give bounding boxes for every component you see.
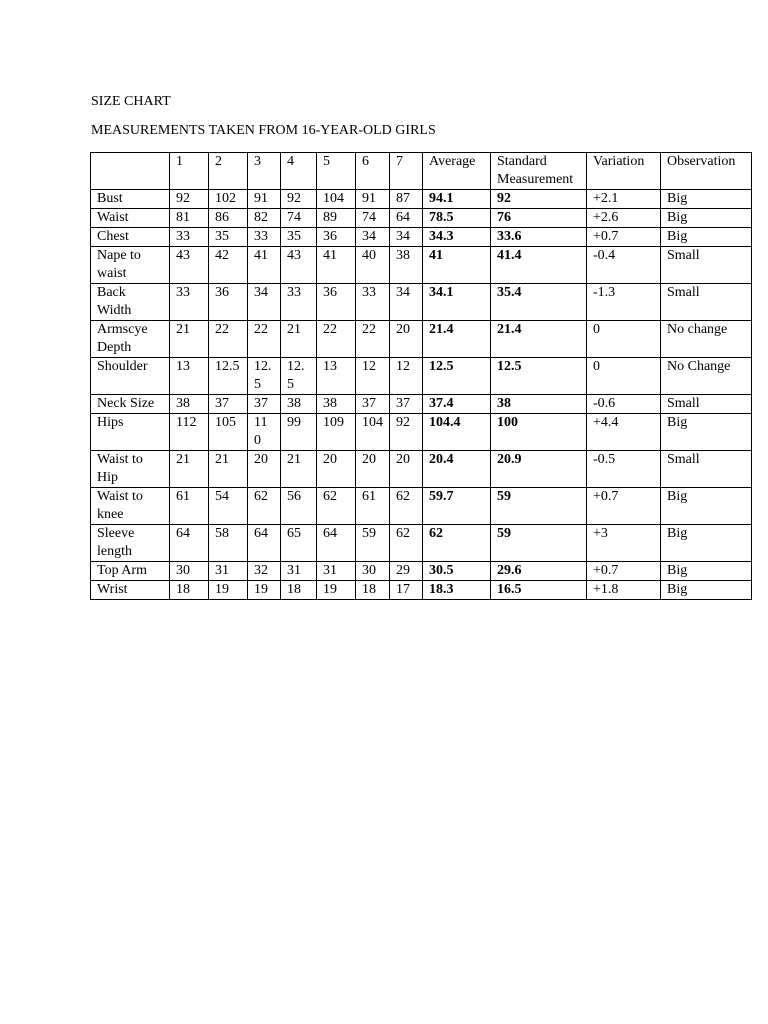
table-cell: 62 xyxy=(390,525,423,562)
table-cell: 62 xyxy=(423,525,491,562)
header-cell: Average xyxy=(423,153,491,190)
table-cell: 29.6 xyxy=(491,562,587,581)
size-chart-table xyxy=(90,152,752,600)
table-cell: 21.4 xyxy=(491,321,587,358)
table-cell: 33 xyxy=(281,284,317,321)
row-label: Waist xyxy=(91,209,170,228)
table-cell: 74 xyxy=(281,209,317,228)
table-cell: +2.1 xyxy=(587,190,661,209)
table-cell: Small xyxy=(661,395,752,414)
document-subtitle: MEASUREMENTS TAKEN FROM 16-YEAR-OLD GIRLS xyxy=(91,123,436,138)
table-row xyxy=(91,209,752,228)
header-cell: 3 xyxy=(248,153,281,190)
table-cell: 62 xyxy=(248,488,281,525)
table-cell: 104.4 xyxy=(423,414,491,451)
table-cell: Small xyxy=(661,247,752,284)
table-cell: 59 xyxy=(356,525,390,562)
table-cell: Big xyxy=(661,562,752,581)
table-cell: 33 xyxy=(170,228,209,247)
table-cell: No change xyxy=(661,321,752,358)
table-cell: 74 xyxy=(356,209,390,228)
table-row xyxy=(91,562,752,581)
table-cell: 31 xyxy=(317,562,356,581)
table-cell: Big xyxy=(661,190,752,209)
row-label: Bust xyxy=(91,190,170,209)
row-label: Armscye Depth xyxy=(91,321,170,358)
table-cell: +0.7 xyxy=(587,488,661,525)
table-cell: 34 xyxy=(390,284,423,321)
table-row xyxy=(91,451,752,488)
table-cell: 38 xyxy=(281,395,317,414)
table-cell: 12.5 xyxy=(248,358,281,395)
table-cell: 41.4 xyxy=(491,247,587,284)
table-cell: 13 xyxy=(317,358,356,395)
table-cell: 91 xyxy=(248,190,281,209)
table-cell: 20 xyxy=(356,451,390,488)
table-cell: 92 xyxy=(170,190,209,209)
table-cell: 87 xyxy=(390,190,423,209)
table-cell: 19 xyxy=(317,581,356,600)
table-cell: 81 xyxy=(170,209,209,228)
table-cell: 36 xyxy=(209,284,248,321)
table-cell: 43 xyxy=(170,247,209,284)
table-cell: 37 xyxy=(209,395,248,414)
table-cell: 42 xyxy=(209,247,248,284)
table-row xyxy=(91,247,752,284)
table-cell: 99 xyxy=(281,414,317,451)
table-cell: 64 xyxy=(317,525,356,562)
table-cell: +3 xyxy=(587,525,661,562)
table-cell: 37 xyxy=(248,395,281,414)
table-cell: 36 xyxy=(317,228,356,247)
table-cell: 38 xyxy=(170,395,209,414)
table-cell: 0 xyxy=(587,358,661,395)
table-cell: 30.5 xyxy=(423,562,491,581)
table-cell: 109 xyxy=(317,414,356,451)
table-cell: 34 xyxy=(248,284,281,321)
table-cell: 41 xyxy=(248,247,281,284)
header-cell: 4 xyxy=(281,153,317,190)
table-row xyxy=(91,228,752,247)
row-label: Hips xyxy=(91,414,170,451)
row-label: Shoulder xyxy=(91,358,170,395)
table-cell: 31 xyxy=(281,562,317,581)
table-row xyxy=(91,284,752,321)
table-cell: 38 xyxy=(491,395,587,414)
table-cell: 32 xyxy=(248,562,281,581)
table-cell: 18 xyxy=(356,581,390,600)
table-cell: 104 xyxy=(317,190,356,209)
table-cell: 37.4 xyxy=(423,395,491,414)
table-cell: 58 xyxy=(209,525,248,562)
table-cell: 16.5 xyxy=(491,581,587,600)
table-cell: 12.5 xyxy=(423,358,491,395)
table-cell: 34.3 xyxy=(423,228,491,247)
table-cell: 100 xyxy=(491,414,587,451)
table-cell: 35 xyxy=(209,228,248,247)
header-cell: 7 xyxy=(390,153,423,190)
table-cell: -0.6 xyxy=(587,395,661,414)
table-cell: 21 xyxy=(170,321,209,358)
table-cell: 12 xyxy=(390,358,423,395)
row-label: Top Arm xyxy=(91,562,170,581)
table-cell: 22 xyxy=(209,321,248,358)
table-cell: 43 xyxy=(281,247,317,284)
table-cell: 20 xyxy=(317,451,356,488)
table-cell: 38 xyxy=(390,247,423,284)
table-cell: 29 xyxy=(390,562,423,581)
table-cell: 21 xyxy=(281,321,317,358)
table-cell: 31 xyxy=(209,562,248,581)
row-label: Neck Size xyxy=(91,395,170,414)
table-cell: 89 xyxy=(317,209,356,228)
table-cell: Big xyxy=(661,525,752,562)
header-cell: 2 xyxy=(209,153,248,190)
table-cell: 56 xyxy=(281,488,317,525)
table-cell: 19 xyxy=(248,581,281,600)
table-cell: 21 xyxy=(281,451,317,488)
table-cell: 18 xyxy=(170,581,209,600)
table-cell: 59 xyxy=(491,488,587,525)
table-cell: 37 xyxy=(356,395,390,414)
table-cell: 38 xyxy=(317,395,356,414)
table-row xyxy=(91,488,752,525)
table-body xyxy=(91,190,752,600)
table-cell: 20.4 xyxy=(423,451,491,488)
table-cell: 20.9 xyxy=(491,451,587,488)
table-cell: 34 xyxy=(356,228,390,247)
table-cell: 64 xyxy=(390,209,423,228)
row-label: Waist to Hip xyxy=(91,451,170,488)
header-cell: 1 xyxy=(170,153,209,190)
header-cell-blank xyxy=(91,153,170,190)
table-cell: 30 xyxy=(170,562,209,581)
table-cell: 17 xyxy=(390,581,423,600)
table-cell: 21 xyxy=(170,451,209,488)
table-row xyxy=(91,414,752,451)
table-cell: +2.6 xyxy=(587,209,661,228)
table-cell: 33 xyxy=(248,228,281,247)
header-row xyxy=(91,153,752,190)
table-cell: 59.7 xyxy=(423,488,491,525)
table-cell: 62 xyxy=(317,488,356,525)
table-cell: 20 xyxy=(390,451,423,488)
table-cell: 12 xyxy=(356,358,390,395)
row-label: Nape to waist xyxy=(91,247,170,284)
table-cell: 94.1 xyxy=(423,190,491,209)
table-cell: Big xyxy=(661,581,752,600)
table-cell: 91 xyxy=(356,190,390,209)
table-cell: 41 xyxy=(423,247,491,284)
table-cell: Big xyxy=(661,228,752,247)
row-label: Back Width xyxy=(91,284,170,321)
table-cell: 40 xyxy=(356,247,390,284)
table-cell: 59 xyxy=(491,525,587,562)
table-cell: 20 xyxy=(390,321,423,358)
table-header xyxy=(91,153,752,190)
table-cell: Big xyxy=(661,209,752,228)
table-cell: 86 xyxy=(209,209,248,228)
table-cell: 105 xyxy=(209,414,248,451)
table-cell: 18 xyxy=(281,581,317,600)
table-cell: Small xyxy=(661,451,752,488)
table-cell: 64 xyxy=(170,525,209,562)
table-cell: 34 xyxy=(390,228,423,247)
table-cell: 64 xyxy=(248,525,281,562)
table-row xyxy=(91,321,752,358)
table-row xyxy=(91,358,752,395)
table-cell: 76 xyxy=(491,209,587,228)
table-row xyxy=(91,190,752,209)
table-row xyxy=(91,395,752,414)
table-cell: No Change xyxy=(661,358,752,395)
table-cell: 20 xyxy=(248,451,281,488)
table-cell: 18.3 xyxy=(423,581,491,600)
table-cell: 102 xyxy=(209,190,248,209)
table-cell: 21.4 xyxy=(423,321,491,358)
table-cell: 35.4 xyxy=(491,284,587,321)
table-cell: +1.8 xyxy=(587,581,661,600)
table-cell: -1.3 xyxy=(587,284,661,321)
table-cell: Small xyxy=(661,284,752,321)
table-row xyxy=(91,581,752,600)
table-cell: 41 xyxy=(317,247,356,284)
table-cell: 0 xyxy=(587,321,661,358)
table-cell: 61 xyxy=(356,488,390,525)
table-cell: 33 xyxy=(356,284,390,321)
table-cell: 13 xyxy=(170,358,209,395)
table-cell: 112 xyxy=(170,414,209,451)
table-cell: 104 xyxy=(356,414,390,451)
table-cell: +0.7 xyxy=(587,228,661,247)
table-cell: 61 xyxy=(170,488,209,525)
header-cell: 6 xyxy=(356,153,390,190)
header-cell: Variation xyxy=(587,153,661,190)
table-cell: 12.5 xyxy=(209,358,248,395)
table-cell: 65 xyxy=(281,525,317,562)
table-cell: 110 xyxy=(248,414,281,451)
table-cell: 19 xyxy=(209,581,248,600)
header-cell: Standard Measurement xyxy=(491,153,587,190)
table-cell: 36 xyxy=(317,284,356,321)
table-cell: 22 xyxy=(317,321,356,358)
table-cell: 30 xyxy=(356,562,390,581)
table-cell: 22 xyxy=(248,321,281,358)
table-cell: 78.5 xyxy=(423,209,491,228)
table-cell: 35 xyxy=(281,228,317,247)
table-cell: 37 xyxy=(390,395,423,414)
table-cell: 33.6 xyxy=(491,228,587,247)
table-cell: +4.4 xyxy=(587,414,661,451)
table-cell: 22 xyxy=(356,321,390,358)
header-cell: Observation xyxy=(661,153,752,190)
table-cell: 92 xyxy=(281,190,317,209)
table-cell: 34.1 xyxy=(423,284,491,321)
table-cell: Big xyxy=(661,488,752,525)
table-cell: Big xyxy=(661,414,752,451)
table-cell: 12.5 xyxy=(491,358,587,395)
row-label: Sleeve length xyxy=(91,525,170,562)
table-cell: 54 xyxy=(209,488,248,525)
table-cell: 33 xyxy=(170,284,209,321)
row-label: Waist to knee xyxy=(91,488,170,525)
document-title: SIZE CHART xyxy=(91,94,171,109)
table-cell: 92 xyxy=(390,414,423,451)
table-row xyxy=(91,525,752,562)
table-cell: 92 xyxy=(491,190,587,209)
table-cell: 62 xyxy=(390,488,423,525)
table-cell: 12.5 xyxy=(281,358,317,395)
row-label: Chest xyxy=(91,228,170,247)
table-cell: +0.7 xyxy=(587,562,661,581)
table-cell: 21 xyxy=(209,451,248,488)
table-cell: -0.4 xyxy=(587,247,661,284)
row-label: Wrist xyxy=(91,581,170,600)
header-cell: 5 xyxy=(317,153,356,190)
table-cell: 82 xyxy=(248,209,281,228)
table-cell: -0.5 xyxy=(587,451,661,488)
